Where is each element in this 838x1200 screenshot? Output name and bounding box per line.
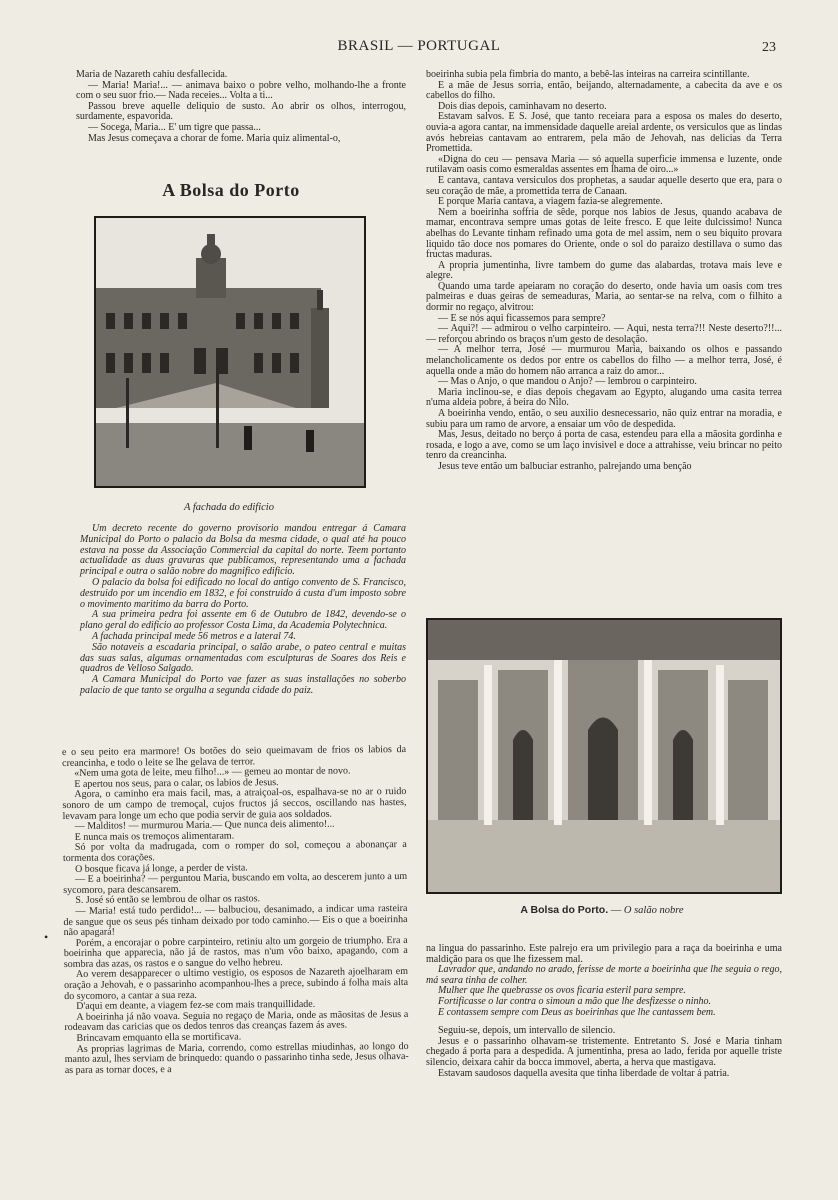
running-header: BRASIL — PORTUGAL [337, 38, 501, 54]
paragraph: E contassem sempre com Deus as boeirinhas que lhe cantassem bem. [438, 1006, 716, 1018]
paragraph: Jesus e o passarinho olhavam-se tristemente. Entretanto S. José e Maria tinham chegado á porta para a despedida. A jumentinha, presa ao lado, ferida por aquelle triste silencio, deixara cahir da bocca immovel, aberta, a herva que mastigava. [426, 1035, 782, 1068]
paragraph: Brincavam emquanto ella se mortificava. [76, 1031, 242, 1044]
paragraph: Passou breve aquelle deliquio de susto. Ao abrir os olhos, interrogou, surdamente, espavorida. [76, 100, 406, 123]
paragraph: — Maria! Maria!... — animava baixo o pobre velho, molhando-lhe a fronte com o seu suor frio.— Nada receies... Volta a ti... [76, 79, 406, 102]
paragraph: Maria inclinou-se, e dias depois chegavam ao Egypto, alugando uma casita terrea n'uma aldeia pobre, á beira do Nilo. [426, 386, 782, 409]
paragraph: Mas Jesus começava a chorar de fome. Maria quiz alimental-o, [88, 132, 341, 144]
article-title: A Bolsa do Porto [162, 180, 300, 200]
paragraph: E porque Maria cantava, a viagem fazia-se alegremente. [438, 196, 663, 208]
paragraph: — Aqui?! — admirou o velho carpinteiro. — Aqui, nesta terra?!! Neste deserto?!!... — reforçou abrindo os braços n'um gesto de desolação. [426, 323, 782, 345]
paragraph: E cantava, cantava versiculos dos prophetas, a saudar aquelle deserto que era, para o seu coração de mãe, a promettida terra de Canaan. [426, 174, 782, 197]
paragraph: Porém, a encorajar o pobre carpinteiro, retiniu alto um gorgeio de triumpho. Era a boeirinha que apparecia, não já de rastos, mas n'um vôo baixo, apagando, com a sombra das azas, os rastos e o sangue do velho hebreu. [63, 934, 408, 970]
paragraph: A sua primeira pedra foi assente em 6 de Outubro de 1842, devendo-se o plano geral do edificio ao professor Costa Lima, da Academia Polytechnica. [80, 609, 406, 632]
caption-dash: — [608, 905, 624, 916]
paragraph: Nem a boeirinha soffria de sêde, porque nos labios de Jesus, quando acabava de mamar, encontrava sempre umas gotas de leite fresco. E que leite dulcissimo! Nunca abelhas do Levante tinham refinado uma gota de mel assim, nem o seu biquito provara liquido tão doce nos pomares do Oriente, onde o sol do paraizo destillava o sumo das fructas maduras. [426, 206, 782, 261]
paragraph: — E a boeirinha? — perguntou Maria, buscando em volta, ao descerem junto a um sycomoro, para descansarem. [63, 871, 408, 896]
story-column-right [426, 70, 782, 473]
paragraph: Agora, o caminho era mais facil, mas, a atraiçoal-os, espalhava-se no ar o ruido sonoro de um campo de tremoçal, cujos fructos já seccos, oscillando nas hastes, levavam para longe um echo que podia servir de guia aos soldados. [62, 786, 407, 822]
paragraph: A Camara Municipal do Porto vae fazer as suas installações no soberbo palacio de que tanto se orgulha a segunda cidade do paiz. [80, 674, 406, 696]
paragraph: Só por volta da madrugada, com o romper do sol, começou a abonançar a tormenta dos corações. [62, 839, 407, 864]
paragraph: — Socega, Maria... E' um tigre que passa... [88, 121, 261, 133]
paragraph: — E se nós aqui ficassemos para sempre? [438, 312, 606, 324]
paragraph: «Digna do ceu — pensava Maria — só aquella superficie immensa e luzente, onde rutilavam oasis como esmeraldas assentes em lhama de oiro...» [426, 153, 782, 176]
paragraph: «Nem uma gota de leite, meu filho!...» — gemeu ao montar de novo. [74, 765, 351, 780]
bolsa-salon-photo [426, 618, 782, 894]
story-column-right-bottom [426, 944, 782, 1079]
paragraph: — Malditos! — murmurou Maria.— Que nunca deis alimento!... [74, 818, 335, 833]
photo-caption-salon [426, 904, 778, 916]
paragraph: boeirinha subia pela fimbria do manto, a bebê-las inteiras na carreira scintillante. [426, 69, 750, 80]
paragraph: Mulher que lhe quebrasse os ovos ficaria esteril para sempre. [438, 985, 686, 997]
paragraph: As proprias lagrimas de Maria, correndo, como estrellas miudinhas, ao longo do manto azul, lhes serviam de brinquedo: quando o passarinho tinha sede, Jesus olhava-as para as tornar doces, e a [64, 1040, 409, 1076]
paragraph: Maria de Nazareth cahiu desfallecida. [76, 69, 228, 80]
paragraph: São notaveis a escadaria principal, o salão arabe, o pateo central e muitas das suas salas, algumas ornamentadas com esculpturas de Soares dos Reis e quadros de Velloso Salgado. [80, 641, 406, 675]
paragraph: e o seu peito era marmore! Os botões do seio queimavam de frios os labios da creancinha, e todo o leite se lhe gelava de terror. [61, 743, 407, 769]
paragraph: E apertou nos seus, para o calar, os labios de Jesus. [74, 776, 279, 790]
paragraph: A propria jumentinha, livre tambem do gume das alabardas, trotava mais leve e alegre. [426, 259, 782, 282]
paragraph: — A melhor terra, José — murmurou Maria, baixando os olhos e passando melancholicamente os dedos por entre os cabellos do filho — a melhor terra, José, é aquella onde a mão do homem não arranca a raiz do amor... [426, 344, 782, 377]
article-intro [80, 524, 406, 697]
paragraph: O palacio da bolsa foi edificado no local do antigo convento de S. Francisco, destruido por um incendio em 1832, e foi construido á custa d'um imposto sobre o movimento maritimo da barra do Porto. [80, 576, 406, 610]
paragraph: na lingua do passarinho. Este palrejo era um privilegio para a raça da boeirinha e uma maldição para os que lhe fizessem mal. [426, 943, 782, 965]
paragraph: — Maria! está tudo perdido!... — balbuciou, desanimado, a indicar uma rasteira de sangue que os seus pés tinham deixado por todo caminho.— Eis o que a boeirinha não apagará! [63, 902, 408, 939]
paragraph: D'aqui em deante, a viagem fez-se com mais tranquillidade. [76, 999, 316, 1013]
paragraph: Jesus teve então um balbuciar estranho, palrejando uma benção [438, 460, 692, 472]
story-column-left-top [76, 70, 406, 144]
paragraph: Quando uma tarde apeiaram no coração do deserto, onde havia um oasis com tres palmeiras e duas geiras de semeaduras, Maria, ao sentar-se na relva, com o filhito a dormir no regaço, alvitrou: [426, 280, 782, 314]
bolsa-facade-photo [94, 216, 366, 488]
paragraph: A boeirinha vendo, então, o seu auxilio desnecessario, não quiz entrar na moradia, e subiu para um ramo de arvore, a ensaiar um vôo de despedida. [426, 408, 782, 430]
caption-title: A Bolsa do Porto. [520, 904, 609, 916]
paragraph: Seguiu-se, depois, um intervallo de silencio. [438, 1025, 616, 1037]
paragraph: Um decreto recente do governo provisorio mandou entregar á Camara Municipal do Porto o palacio da Bolsa da mesma cidade, o qual até ha pouco estava na posse da Associação Commercial da capital do norte. Teem portanto actualidade as duas gravuras que publicamos, representando uma a fachada principal e outra o salão nobre do magnifico edificio. [80, 523, 406, 578]
paragraph: Fortificasse o lar contra o simoun a mão que lhe desfizesse o ninho. [438, 995, 712, 1007]
margin-mark: • [44, 930, 49, 944]
paragraph: Mas, Jesus, deitado no berço á porta de casa, estendeu para ella a mãosita gordinha e rosada, e logo a ave, como se um laço invisivel e doce a attrahisse, veiu brincar no peito tenro da creancinha. [426, 429, 782, 462]
paragraph: O bosque ficava já longe, a perder de vista. [75, 861, 248, 875]
paragraph: Dois dias depois, caminhavam no deserto. [438, 100, 607, 112]
paragraph: S. José só então se lembrou de olhar os rastos. [75, 893, 261, 907]
paragraph: Estavam saudosos daquella avesita que tinha liberdade de voltar á patria. [438, 1067, 730, 1079]
page-number: 23 [762, 40, 776, 55]
paragraph: Ao verem desapparecer o ultimo vestigio, os esposos de Nazareth ajoelharam em oração a Jehovah, e o passarinho acompanhou-lhes a prece, subindo á folha mais alta do sycomoro, a cantar a sua reza. [64, 966, 409, 1002]
paragraph: Lavrador que, andando no arado, ferisse de morte a boeirinha que lhe seguia o rego, má seara tinha de colher. [426, 964, 782, 986]
paragraph: E nunca mais os tremoços alimentaram. [74, 830, 235, 843]
paragraph: E a mãe de Jesus sorria, então, beijando, alternadamente, a cabecita da ave e os cabellos do filho. [426, 79, 782, 102]
caption-subtitle: O salão nobre [623, 905, 684, 916]
paragraph: Estavam salvos. E S. José, que tanto receiara para a esposa os males do deserto, ouvia-a agora cantar, na immensidade daquelle areial ardente, os versiculos que as lindas avós hebreias cantavam ao entrarem, pela mão de Jehovah, nas delicias da Terra Promettida. [426, 111, 782, 155]
paragraph: — Mas o Anjo, o que mandou o Anjo? — lembrou o carpinteiro. [438, 376, 697, 388]
paragraph: A boeirinha já não voava. Seguia no regaço de Maria, onde as mãositas de Jesus a rodeavam das caricias que os dedos tenros das creanças fazem ás aves. [64, 1008, 409, 1034]
paragraph: A fachada principal mede 56 metros e a lateral 74. [92, 630, 296, 642]
photo-caption-facade: A fachada do edificio [184, 502, 274, 513]
story-column-left-bottom [62, 745, 409, 1076]
